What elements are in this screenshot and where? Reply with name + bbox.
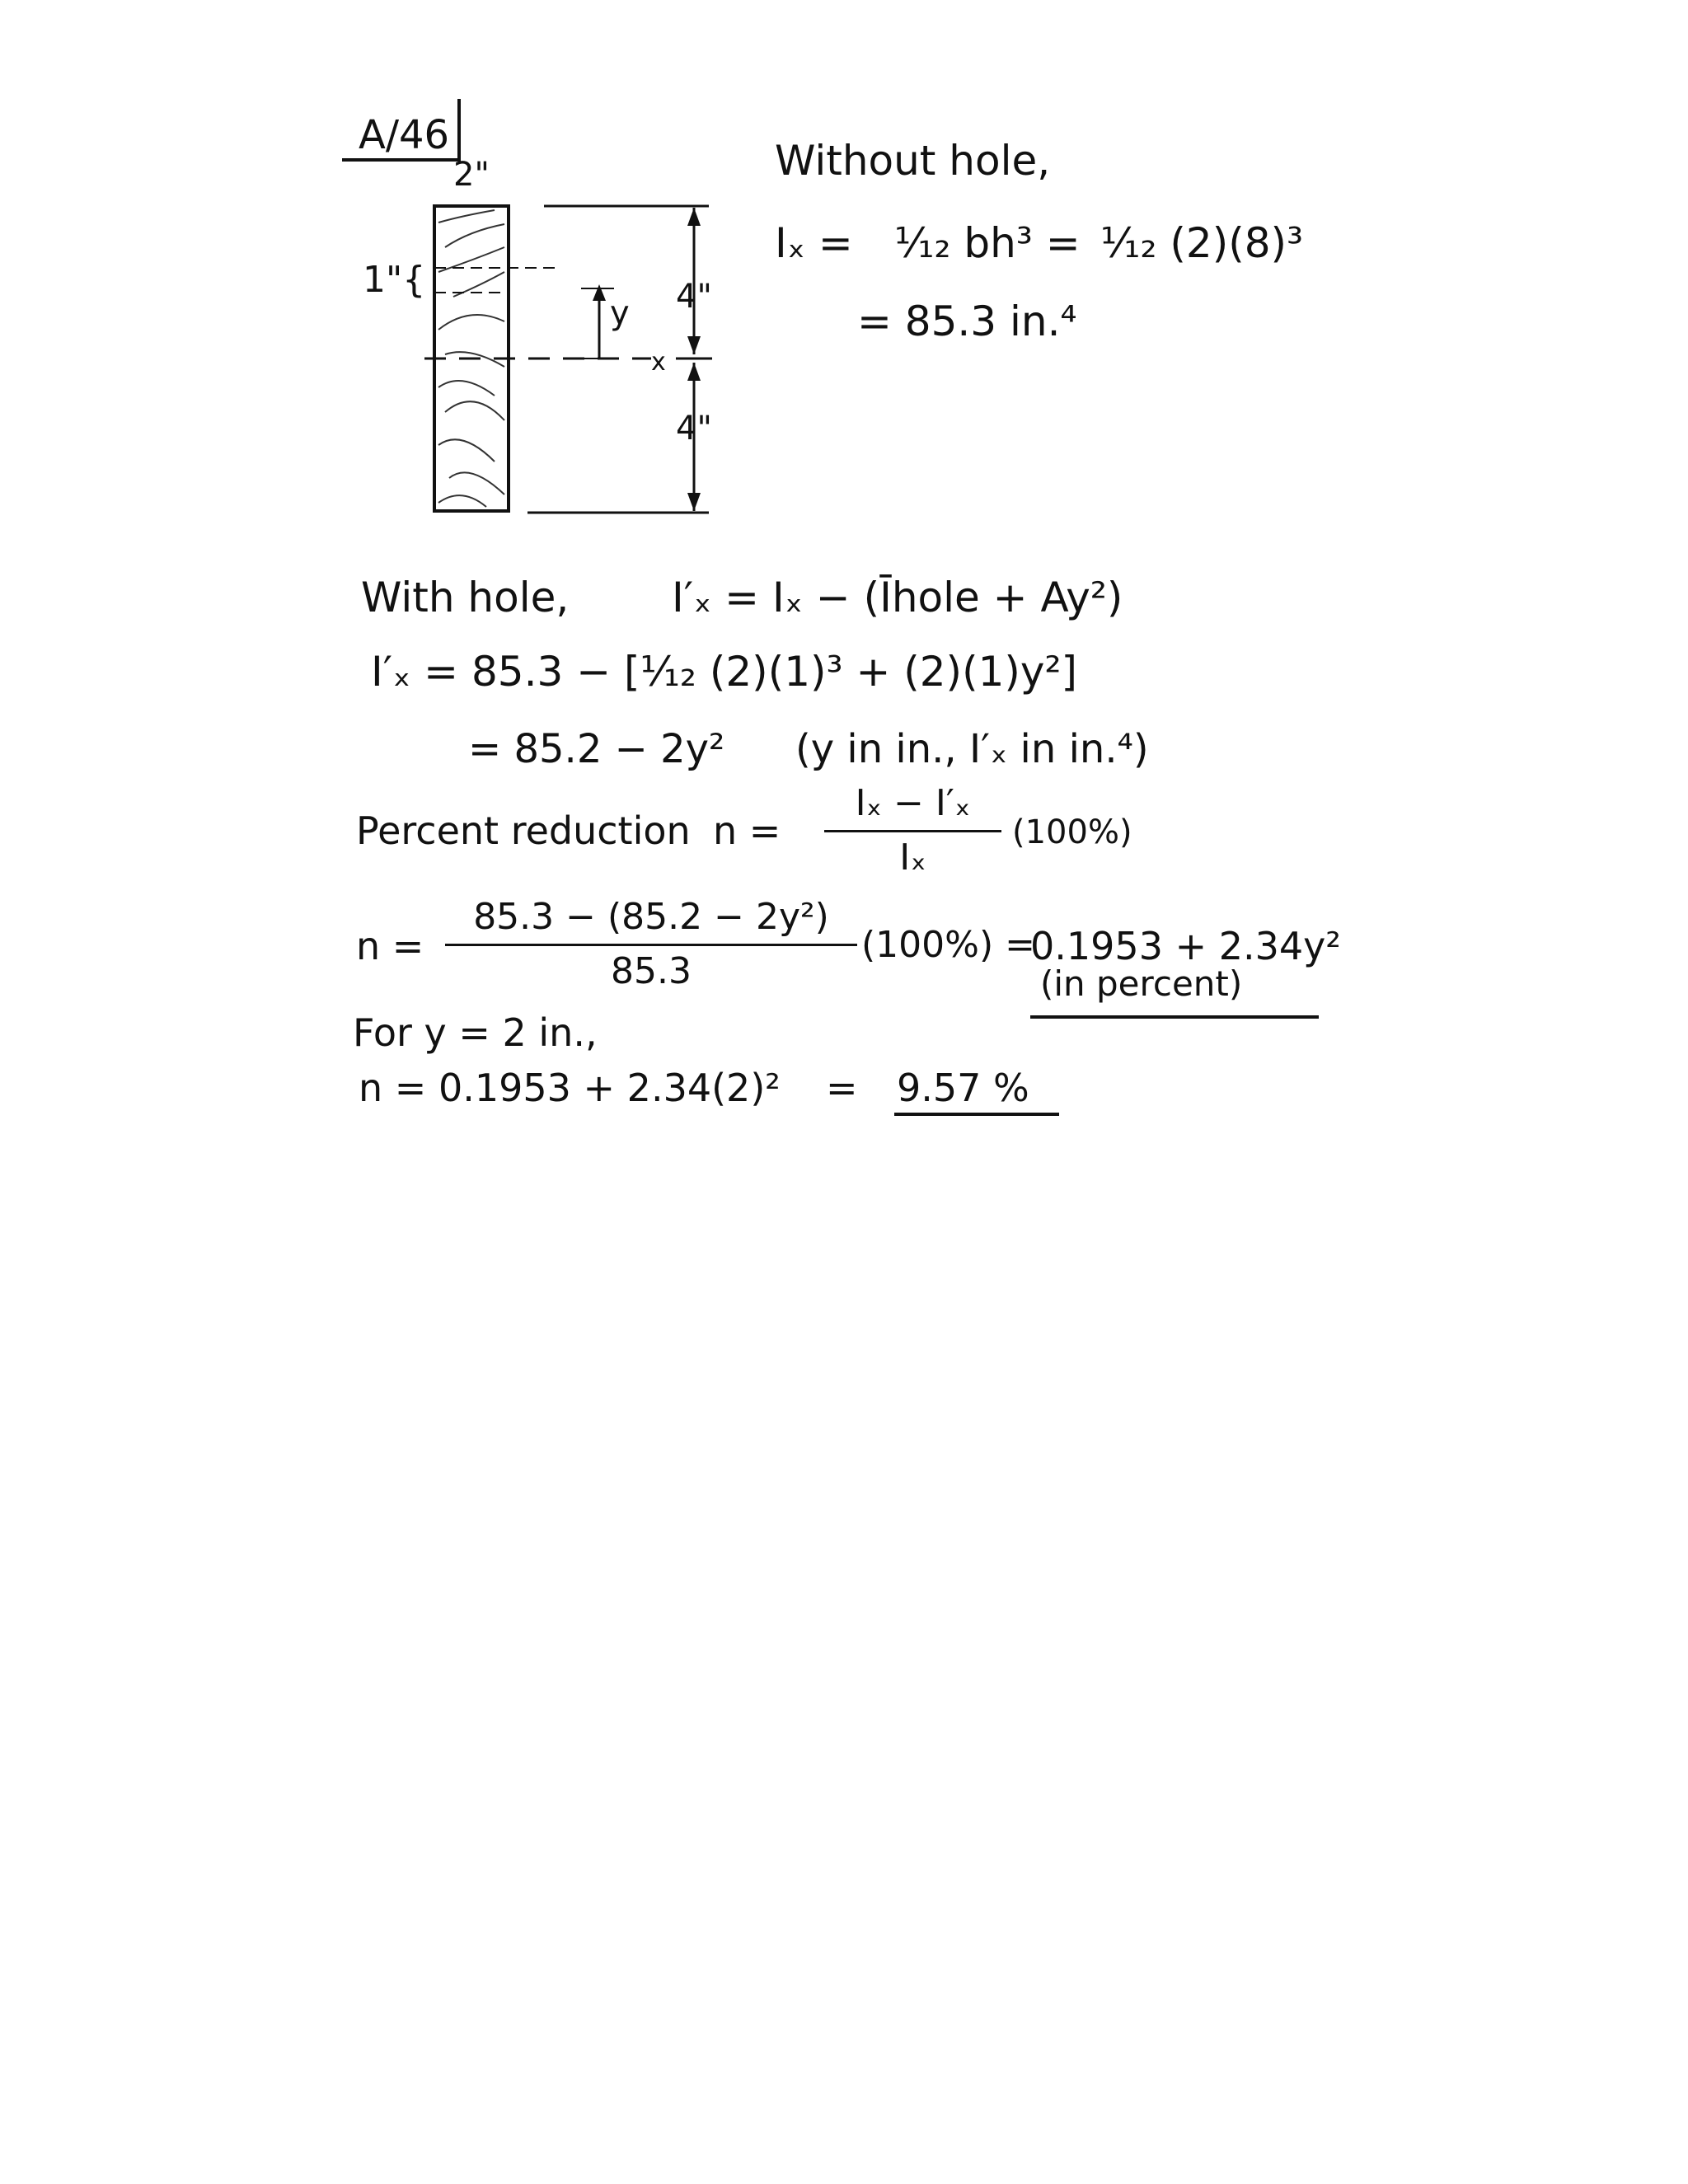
n-expr-result-note: (in percent) <box>1040 963 1243 1004</box>
n-expr-result-underline <box>1030 1015 1319 1019</box>
n-expr-fraction-bar <box>445 944 857 946</box>
final-condition: For y = 2 in., <box>353 1010 598 1055</box>
n-expr-result: 0.1953 + 2.34y² <box>1030 924 1341 968</box>
without-hole-values: ¹⁄₁₂ (2)(8)³ <box>1100 219 1304 267</box>
percent-fraction-bar <box>824 830 1001 832</box>
cross-section-figure <box>0 0 1688 577</box>
n-expr-eq: n = <box>356 924 424 968</box>
percent-reduction-label: Percent reduction <box>356 808 691 853</box>
without-hole-formula: ¹⁄₁₂ bh³ = <box>894 219 1081 267</box>
without-hole-result: = 85.3 in.⁴ <box>857 298 1077 345</box>
with-hole-heading: With hole, <box>361 574 570 621</box>
percent-n-eq: n = <box>713 808 781 853</box>
with-hole-line2: = 85.2 − 2y² <box>468 726 725 772</box>
n-expr-fraction <box>445 897 857 992</box>
percent-numerator: Iₓ − I′ₓ <box>855 782 971 824</box>
n-expr-factor: (100%) = <box>861 924 1035 966</box>
without-hole-lhs: Iₓ = <box>775 219 853 267</box>
width-label: 2" <box>453 156 490 194</box>
upper-dimension-label: 4" <box>676 278 712 316</box>
percent-fraction <box>824 783 1001 879</box>
final-equals: = <box>826 1066 858 1110</box>
n-expr-denominator: 85.3 <box>611 949 692 992</box>
n-expr-numerator: 85.3 − (85.2 − 2y²) <box>473 896 829 938</box>
y-label: y <box>610 294 630 332</box>
with-hole-relation: I′ₓ = Iₓ − (Īhole + Ay²) <box>672 574 1123 621</box>
with-hole-line1: I′ₓ = 85.3 − [¹⁄₁₂ (2)(1)³ + (2)(1)y²] <box>371 648 1078 696</box>
final-expression: n = 0.1953 + 2.34(2)² <box>359 1066 781 1110</box>
hole-label: 1"{ <box>363 259 426 301</box>
percent-factor: (100%) <box>1012 813 1132 851</box>
lower-dimension-label: 4" <box>676 410 712 448</box>
final-answer-underline <box>894 1113 1059 1116</box>
without-hole-heading: Without hole, <box>775 137 1051 185</box>
final-answer: 9.57 % <box>897 1066 1029 1110</box>
percent-denominator: Iₓ <box>899 836 926 879</box>
with-hole-units-note: (y in in., I′ₓ in in.⁴) <box>795 726 1149 772</box>
x-axis-label: x <box>651 348 666 377</box>
problem-label: A/46 <box>359 112 450 158</box>
